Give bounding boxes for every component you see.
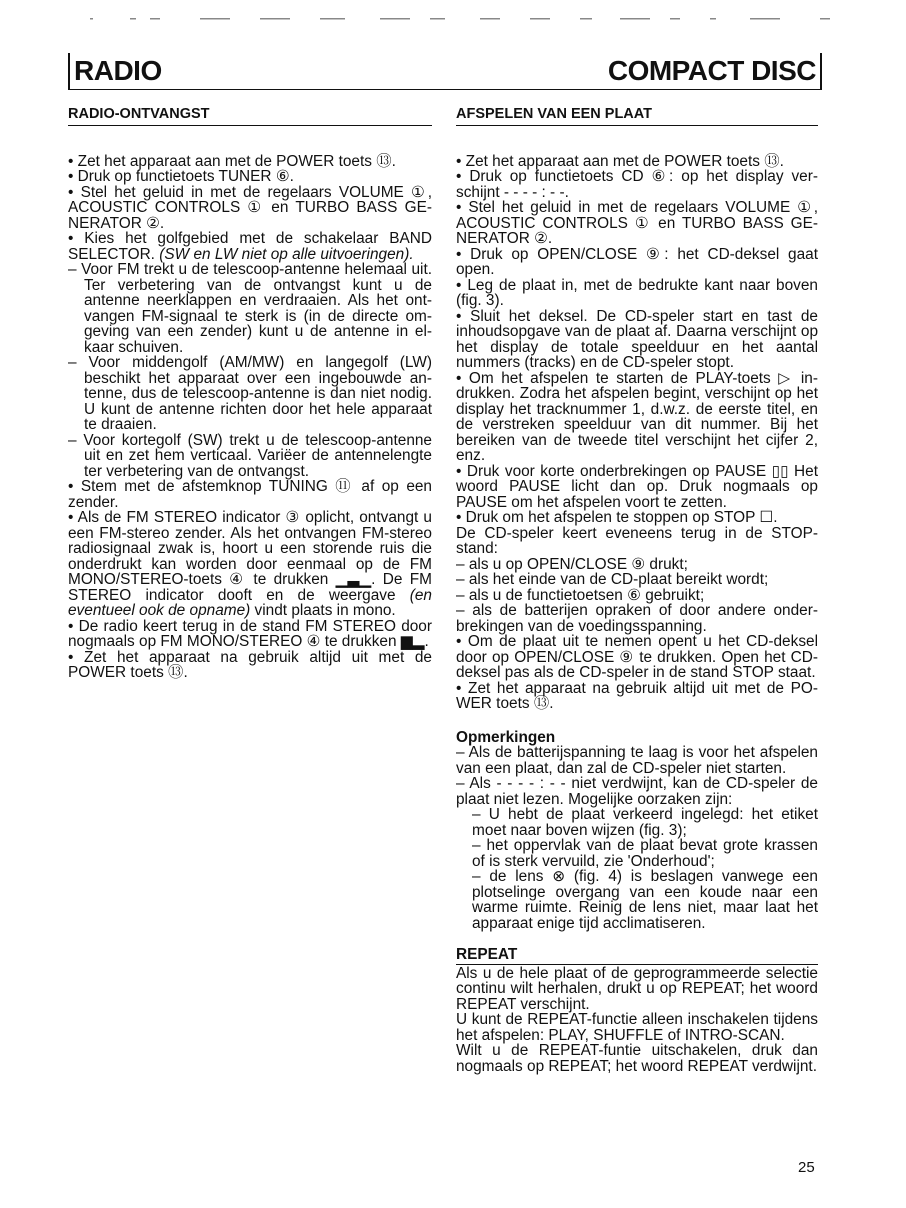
cd-column xyxy=(456,107,818,1074)
header-title-compact-disc: COMPACT DISC xyxy=(607,55,816,86)
radio-step-band xyxy=(68,231,432,262)
radio-step-volume: • Stel het geluid in met de regelaars VOLUME ①, ACOUSTIC CONTROLS ① en TURBO BASS GENERATOR ②. xyxy=(68,183,432,232)
cd-stop-battery: – als de batterijen opraken of door andere onderbrekingen van de voedingsspanning. xyxy=(456,602,818,635)
repeat-heading: REPEAT xyxy=(456,947,818,965)
radio-step-power: • Zet het apparaat aan met de POWER toets ⑬. xyxy=(68,152,396,170)
cd-step-play: • Om het afspelen te starten de PLAY-toets ▷ indrukken. Zodra het afspelen begint, verschijnt op het display het tracknummer 1, d.w.z. de eerste titel, en de verstreken speelduur van dit nummer. Bij het bereiken van de tweede titel verschijnt het cijfer 2, enz. xyxy=(456,369,818,464)
radio-step-tuning: • Stem met de afstemknop TUNING ⑪ af op een zender. xyxy=(68,478,432,511)
cd-step-pause: • Druk voor korte onderbrekingen op PAUSE ▯▯ Het woord PAUSE licht dan op. Druk nogmaals op PAUSE om het afspelen voort te zetten. xyxy=(456,462,818,511)
cd-note-battery: – Als de batterijspanning te laag is voor het afspelen van een plaat, dan zal de CD-speler niet starten. xyxy=(456,744,818,777)
cd-step-close: • Sluit het deksel. De CD-speler start en tast de inhoudsopgave van de plaat af. Daarna verschijnt op het display de totale speelduur en het aantal nummers (tracks) en de CD-speler stopt. xyxy=(456,307,818,371)
cd-cause-scratch: – het oppervlak van de plaat bevat grote krassen of is sterk vervuild, zie 'Onderhoud'; xyxy=(472,837,818,870)
cd-section-heading: AFSPELEN VAN EEN PLAAT xyxy=(456,107,818,126)
cd-step-off: • Zet het apparaat na gebruik altijd uit met de POWER toets ⑬. xyxy=(456,679,818,712)
cd-stop-intro: De CD-speler keert eveneens terug in de STOP-stand: xyxy=(456,524,818,557)
cd-step-power: • Zet het apparaat aan met de POWER toets ⑬. xyxy=(456,152,784,170)
cd-stop-open: – als u op OPEN/CLOSE ⑨ drukt; xyxy=(456,555,688,573)
cd-step-open: • Druk op OPEN/CLOSE ⑨: het CD-deksel gaat open. xyxy=(456,245,818,278)
cd-step-stop: • Druk om het afspelen te stoppen op STOP ☐. xyxy=(456,509,778,526)
repeat-paragraph-3: Wilt u de REPEAT-funtie uitschakelen, druk dan nogmaals op REPEAT; het woord REPEAT verdwijnt. xyxy=(456,1042,818,1075)
repeat-paragraph-1: Als u de hele plaat of de geprogrammeerde selectie continu wilt herhalen, drukt u op REPEAT; het woord REPEAT verschijnt. xyxy=(456,964,818,1013)
radio-stereo-text-end: vindt plaats in mono. xyxy=(254,602,396,619)
radio-section-heading: RADIO-ONTVANGST xyxy=(68,107,432,126)
radio-step-tuner: • Druk op functietoets TUNER ⑥. xyxy=(68,168,294,185)
radio-step-off: • Zet het apparaat na gebruik altijd uit met de POWER toets ⑬. xyxy=(68,648,432,681)
cd-stop-function: – als u de functietoetsen ⑥ gebruikt; xyxy=(456,586,705,604)
cd-notes-heading: Opmerkingen xyxy=(456,728,556,746)
cd-step-insert: • Leg de plaat in, met de bedrukte kant naar boven (fig. 3). xyxy=(456,276,818,309)
radio-dash-am: – Voor middengolf (AM/MW) en langegolf (LW) beschikt het apparaat over een ingebouwde antenne, dus de telescoop-antenne is dan niet nodig. U kunt de antenne richten door het hele apparaat te draaien. xyxy=(68,354,432,433)
radio-dash-fm: – Voor FM trekt u de telescoop-antenne helemaal uit. Ter verbetering van de ontvangst kunt u de antenne neerklappen en verdraaien. Als het ontvangen FM-signaal te sterk is (in de directe omgeving van een zender) kunt u de antenne in elkaar schuiven. xyxy=(68,261,432,356)
cd-step-remove: • Om de plaat uit te nemen opent u het CD-deksel door op OPEN/CLOSE ⑨ te drukken. Open het CD-deksel pas als de CD-speler in de stand STOP staat. xyxy=(456,633,818,681)
scan-specks xyxy=(90,8,850,14)
cd-note-unreadable: – Als - - - - : - - niet verdwijnt, kan de CD-speler de plaat niet lezen. Mogelijke oorzaken zijn: xyxy=(456,775,818,808)
radio-dash-sw: – Voor kortegolf (SW) trekt u de telescoop-antenne uit en zet hem verticaal. Variëer de antennelengte ter verbetering van de ontvangst. xyxy=(68,431,432,480)
page-header xyxy=(68,53,822,90)
cd-stop-end: – als het einde van de CD-plaat bereikt wordt; xyxy=(456,571,769,588)
radio-step-back: • De radio keert terug in de stand FM STEREO door nogmaals op FM MONO/STEREO ④ te drukken ▆▂. xyxy=(68,617,432,650)
cd-step-function: • Druk op functietoets CD ⑥: op het display verschijnt - - - - : - -. xyxy=(456,168,818,201)
cd-step-volume: • Stel het geluid in met de regelaars VOLUME ①, ACOUSTIC CONTROLS ① en TURBO BASS GENERATOR ②. xyxy=(456,199,818,247)
scan-specks-svg xyxy=(90,15,850,21)
radio-band-note: (SW en LW niet op alle uitvoeringen). xyxy=(159,245,414,263)
radio-column xyxy=(68,107,432,681)
radio-stereo-text: • Als de FM STEREO indicator ③ oplicht, ontvangt u een FM-stereo zender. Als het ontvangen FM-stereo radiosignaal zwak is, hoort u een storende ruis die onderdrukt kan worden door eenmaal op de FM MONO/STEREO-toets ④ te drukken ▁▃▁. De FM STEREO indicator dooft en de weergave xyxy=(68,509,432,604)
radio-step-stereo xyxy=(68,510,432,619)
cd-cause-lens: – de lens ⊗ (fig. 4) is beslagen vanwege een plotselinge overgang van een koude naar een warme ruimte. Reinig de lens niet, maar laat het apparaat enige tijd acclimatiseren. xyxy=(472,868,818,932)
page-number: 25 xyxy=(798,1159,815,1176)
repeat-paragraph-2: U kunt de REPEAT-functie alleen inschakelen tijdens het afspelen: PLAY, SHUFFLE of INTRO-SCAN. xyxy=(456,1011,818,1044)
header-title-radio: RADIO xyxy=(74,55,162,86)
radio-band-text: • Kies het golfgebied met de schakelaar BAND SELECTOR. xyxy=(68,230,432,263)
cd-cause-label: – U hebt de plaat verkeerd ingelegd: het etiket moet naar boven wijzen (fig. 3); xyxy=(472,806,818,839)
radio-stereo-note: (en eventueel ook de opname) xyxy=(68,586,432,619)
